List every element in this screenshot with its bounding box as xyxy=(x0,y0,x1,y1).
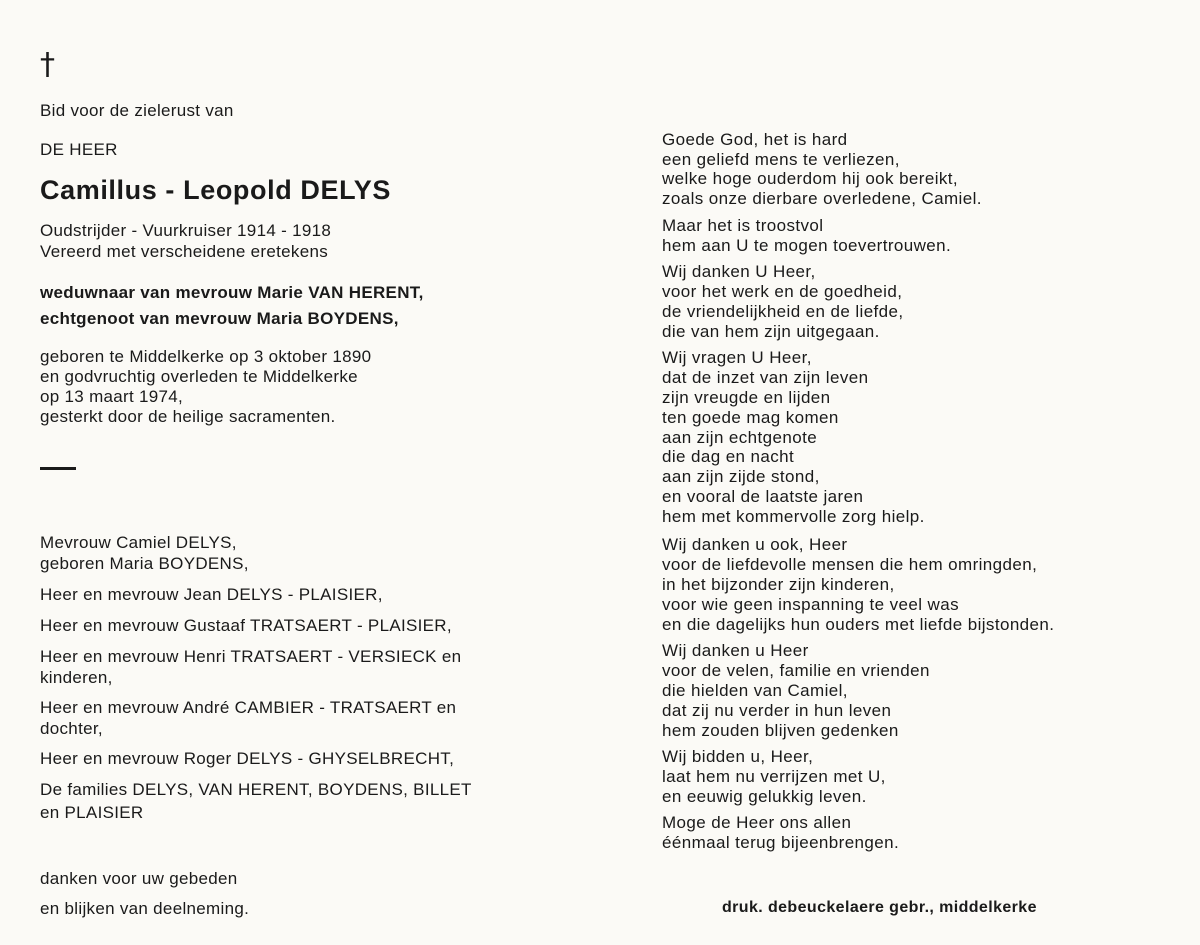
separator-dash xyxy=(40,467,76,470)
family-line: Heer en mevrouw Gustaaf TRATSAERT - PLAISIER, xyxy=(40,616,452,635)
poem-line: en die dagelijks hun ouders met liefde bijstonden. xyxy=(662,615,1055,634)
poem-line: Goede God, het is hard xyxy=(662,130,848,149)
family-line: Heer en mevrouw Henri TRATSAERT - VERSIECK en xyxy=(40,647,462,666)
poem-line: aan zijn zijde stond, xyxy=(662,467,820,486)
poem-line: Wij vragen U Heer, xyxy=(662,348,812,367)
honors-line: Vereerd met verscheidene eretekens xyxy=(40,242,329,261)
title-prefix: DE HEER xyxy=(40,140,118,159)
family-line: Heer en mevrouw Roger DELYS - GHYSELBRECHT, xyxy=(40,749,455,768)
printer-credit: druk. debeuckelaere gebr., middelkerke xyxy=(722,899,1037,916)
poem-line: zijn vreugde en lijden xyxy=(662,388,831,407)
poem-line: ten goede mag komen xyxy=(662,408,839,427)
poem-line: hem aan U te mogen toevertrouwen. xyxy=(662,236,952,255)
poem-line: voor het werk en de goedheid, xyxy=(662,282,903,301)
poem-line: voor de liefdevolle mensen die hem omringden, xyxy=(662,555,1038,574)
poem-line: dat de inzet van zijn leven xyxy=(662,368,869,387)
family-line: kinderen, xyxy=(40,668,113,687)
poem-line: zoals onze dierbare overledene, Camiel. xyxy=(662,188,982,208)
poem-line: een geliefd mens te verliezen, xyxy=(662,149,900,169)
closing-line: en blijken van deelneming. xyxy=(40,899,250,918)
family-line: Heer en mevrouw Jean DELYS - PLAISIER, xyxy=(40,585,383,604)
family-line: dochter, xyxy=(40,719,103,738)
poem-line: Moge de Heer ons allen xyxy=(662,813,852,832)
died-line: en godvruchtig overleden te Middelkerke xyxy=(40,367,358,386)
poem-line: voor wie geen inspanning te veel was xyxy=(662,595,959,614)
poem-line: welke hoge ouderdom hij ook bereikt, xyxy=(662,169,959,189)
closing-line: danken voor uw gebeden xyxy=(40,869,238,888)
poem-line: aan zijn echtgenote xyxy=(662,428,818,447)
poem-line: éénmaal terug bijeenbrengen. xyxy=(662,833,900,852)
poem-line: de vriendelijkheid en de liefde, xyxy=(662,302,904,321)
family-line: en PLAISIER xyxy=(40,803,144,822)
poem-line: die dag en nacht xyxy=(662,447,795,466)
family-line: geboren Maria BOYDENS, xyxy=(40,554,249,573)
family-line: Heer en mevrouw André CAMBIER - TRATSAERT en xyxy=(40,698,457,717)
poem-line: Wij danken u ook, Heer xyxy=(662,535,848,554)
poem-line: die hielden van Camiel, xyxy=(662,681,848,700)
poem-line: Wij bidden u, Heer, xyxy=(662,747,814,766)
poem-line: Wij danken u Heer xyxy=(662,641,809,660)
family-line: De families DELYS, VAN HERENT, BOYDENS, BILLET xyxy=(40,780,472,799)
death-date-line: op 13 maart 1974, xyxy=(40,387,184,406)
veteran-line: Oudstrijder - Vuurkruiser 1914 - 1918 xyxy=(40,221,332,240)
poem-line: Maar het is troostvol xyxy=(662,216,824,235)
poem-line: Wij danken U Heer, xyxy=(662,262,816,281)
intro-text: Bid voor de zielerust van xyxy=(40,101,234,120)
poem-line: en eeuwig gelukkig leven. xyxy=(662,787,867,806)
poem-line: dat zij nu verder in hun leven xyxy=(662,701,892,720)
deceased-name: Camillus - Leopold DELYS xyxy=(40,175,391,205)
family-line: Mevrouw Camiel DELYS, xyxy=(40,533,237,552)
spouse-line: echtgenoot van mevrouw Maria BOYDENS, xyxy=(40,309,399,328)
sacraments-line: gesterkt door de heilige sacramenten. xyxy=(40,407,336,426)
born-line: geboren te Middelkerke op 3 oktober 1890 xyxy=(40,347,372,366)
cross-icon: † xyxy=(40,47,55,82)
poem-line: in het bijzonder zijn kinderen, xyxy=(662,575,895,594)
poem-line: die van hem zijn uitgegaan. xyxy=(662,322,880,341)
poem-line: voor de velen, familie en vrienden xyxy=(662,661,930,680)
poem-line: hem met kommervolle zorg hielp. xyxy=(662,507,925,526)
poem-line: laat hem nu verrijzen met U, xyxy=(662,767,886,786)
widower-line: weduwnaar van mevrouw Marie VAN HERENT, xyxy=(40,283,424,302)
poem-line: en vooral de laatste jaren xyxy=(662,487,864,506)
poem-line: hem zouden blijven gedenken xyxy=(662,721,899,740)
